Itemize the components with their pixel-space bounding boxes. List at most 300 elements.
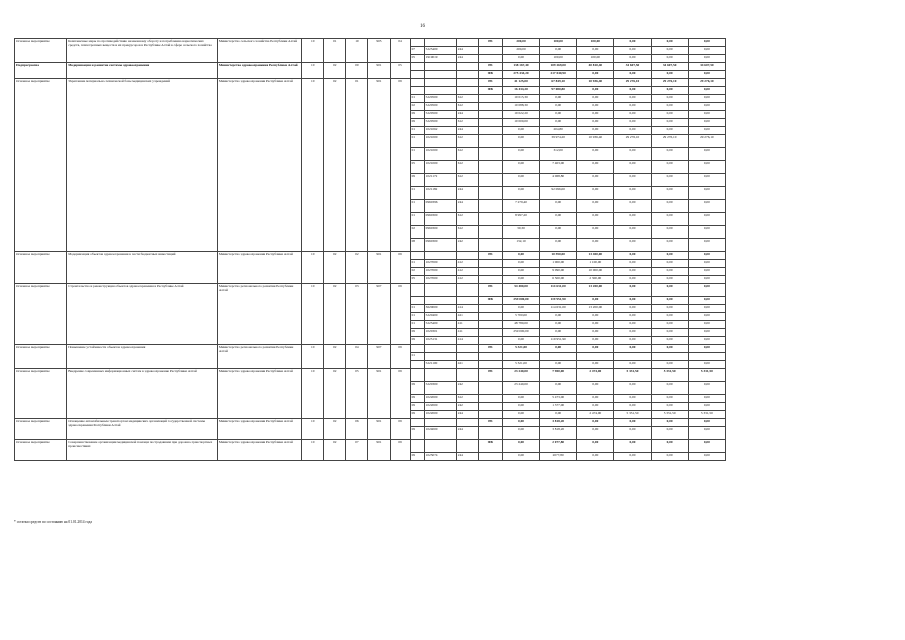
funding-source: [478, 111, 502, 119]
value-2015: 0,00: [577, 187, 614, 200]
row-type: Основное мероприятие: [15, 39, 67, 63]
funding-source: [478, 187, 502, 200]
value-2018: 0,00: [688, 148, 725, 161]
value-2013: 19 022,20: [502, 111, 539, 119]
code-a: 10: [302, 63, 324, 79]
value-2013: 0,00: [502, 260, 539, 268]
csr-code: 1025131: [424, 337, 456, 345]
value-2018: 29 276,10: [688, 135, 725, 148]
value-2015: 0,00: [577, 419, 614, 427]
value-2018: 0,00: [688, 239, 725, 252]
row-type: Основное мероприятие: [15, 284, 67, 345]
value-2018: 0,00: [688, 440, 725, 453]
row-type: Основное мероприятие: [15, 369, 67, 419]
value-2015: 0,00: [577, 313, 614, 321]
value-2016: 0,00: [614, 119, 651, 127]
value-2018: 0,00: [688, 71, 725, 79]
value-2015: 0,00: [577, 321, 614, 329]
value-2016: 5 331,50: [614, 411, 651, 419]
code-c: 05: [346, 369, 368, 419]
csr-code: 5220500: [424, 95, 456, 103]
code-d: 907: [368, 345, 390, 369]
value-2017: 29 276,10: [651, 79, 688, 87]
value-2018: 5 331,50: [688, 369, 725, 382]
row-name: Повышение устойчивости объектов здравоохранения: [67, 345, 218, 369]
csr-code: [424, 440, 456, 453]
sub-code: 01: [410, 148, 424, 161]
value-2017: 0,00: [651, 95, 688, 103]
value-2018: 0,00: [688, 337, 725, 345]
vr-code: 412: [456, 268, 478, 276]
funding-source: [478, 161, 502, 174]
sub-code: 09: [410, 329, 424, 337]
value-2013: 0,00: [502, 276, 539, 284]
value-2014: 2077,80: [540, 453, 577, 461]
sub-code: 01: [410, 313, 424, 321]
value-2016: 0,00: [614, 453, 651, 461]
code-b: 01: [324, 39, 346, 63]
sub-code: 05: [410, 276, 424, 284]
row-name: Внедрение современных информационных систем в здравоохранение Республики Алтай: [67, 369, 218, 419]
vr-code: 244: [456, 427, 478, 440]
table-row: [15, 79, 726, 87]
value-2013: 0,00: [502, 174, 539, 187]
value-2014: 0,00: [540, 361, 577, 369]
code-a: 10: [302, 345, 324, 369]
value-2014: 4 068,80: [540, 174, 577, 187]
value-2014: 0,00: [540, 119, 577, 127]
code-b: 02: [324, 284, 346, 345]
value-2017: 0,00: [651, 345, 688, 353]
value-2016: 0,00: [614, 127, 651, 135]
value-2013: 138 167,40: [502, 63, 539, 71]
vr-code: [456, 297, 478, 305]
sub-code: [410, 297, 424, 305]
code-d: 907: [368, 284, 390, 345]
value-2016: 0,00: [614, 87, 651, 95]
value-2013: 0,00: [502, 305, 539, 313]
value-2014: 92 096,00: [540, 187, 577, 200]
csr-code: [424, 252, 456, 260]
code-e: 09: [390, 440, 410, 461]
value-2017: 0,00: [651, 419, 688, 427]
code-b: 02: [324, 419, 346, 440]
code-b: 02: [324, 440, 346, 461]
value-2014: [540, 353, 577, 361]
value-2016: 0,00: [614, 213, 651, 226]
value-2013: 0,00: [502, 252, 539, 260]
row-type: Основное мероприятие: [15, 252, 67, 284]
sub-code: 08: [410, 239, 424, 252]
sub-code: 01: [410, 305, 424, 313]
value-2014: 7 900,00: [540, 369, 577, 382]
sub-code: 09: [410, 111, 424, 119]
value-2015: 0,00: [577, 71, 614, 79]
value-2017: 0,00: [651, 284, 688, 297]
value-2016: 0,00: [614, 95, 651, 103]
value-2013: 8 997,20: [502, 213, 539, 226]
sub-code: [410, 440, 424, 453]
code-a: 10: [302, 79, 324, 252]
value-2015: 40 810,40: [577, 63, 614, 71]
value-2014: 0,00: [540, 226, 577, 239]
value-2014: 97 080,80: [540, 87, 577, 95]
vr-code: [456, 440, 478, 453]
value-2018: 0,00: [688, 103, 725, 111]
value-2017: 5 331,50: [651, 369, 688, 382]
value-2018: 0,00: [688, 111, 725, 119]
value-2018: 0,00: [688, 453, 725, 461]
code-a: 10: [302, 440, 324, 461]
code-c: 07: [346, 440, 368, 461]
row-type: Основное мероприятие: [15, 345, 67, 369]
value-2015: 0,00: [577, 239, 614, 252]
row-type: Основное мероприятие: [15, 79, 67, 252]
value-2016: 0,00: [614, 276, 651, 284]
value-2014: 5 473,00: [540, 395, 577, 403]
vr-code: 612: [456, 95, 478, 103]
value-2016: 0,00: [614, 187, 651, 200]
csr-code: 1024000: [424, 427, 456, 440]
value-2017: 0,00: [651, 313, 688, 321]
value-2018: 0,00: [688, 119, 725, 127]
sub-code: 02: [410, 103, 424, 111]
vr-code: 244: [456, 453, 478, 461]
value-2014: 0,00: [540, 239, 577, 252]
funding-source: [478, 337, 502, 345]
value-2015: 0,00: [577, 297, 614, 305]
value-2016: 0,00: [614, 337, 651, 345]
value-2016: 0,00: [614, 239, 651, 252]
code-b: 02: [324, 79, 346, 252]
vr-code: [456, 252, 478, 260]
value-2016: 0,00: [614, 226, 651, 239]
value-2013: 0,00: [502, 187, 539, 200]
row-executor: Министерство сельского хозяйства Республики Алтай: [217, 39, 301, 63]
value-2017: 0,00: [651, 47, 688, 55]
value-2015: [577, 353, 614, 361]
funding-source: [478, 260, 502, 268]
table-row: [15, 419, 726, 427]
row-executor: Министерство здравоохранения Республики Алтай: [217, 440, 301, 461]
csr-code: 1027000: [424, 276, 456, 284]
row-name: Строительство и реконструкция объектов здравоохранения в Республике Алтай: [67, 284, 218, 345]
value-2016: 0,00: [614, 55, 651, 63]
value-2015: 0,00: [577, 87, 614, 95]
value-2018: 0,00: [688, 345, 725, 353]
code-c: 04: [346, 345, 368, 369]
value-2016: 0,00: [614, 268, 651, 276]
value-2018: 0,00: [688, 329, 725, 337]
value-2018: 0,00: [688, 174, 725, 187]
value-2017: 0,00: [651, 403, 688, 411]
csr-code: 1021000: [424, 148, 456, 161]
value-2013: 41 125,00: [502, 79, 539, 87]
table-row: [15, 63, 726, 71]
csr-code: 0960300: [424, 239, 456, 252]
csr-code: 1027000: [424, 260, 456, 268]
value-2018: 0,00: [688, 361, 725, 369]
value-2015: 100,00: [577, 39, 614, 47]
value-2018: 0,00: [688, 55, 725, 63]
value-2015: 0,00: [577, 329, 614, 337]
value-2018: 0,00: [688, 419, 725, 427]
value-2017: 0,00: [651, 395, 688, 403]
value-2018: 0,00: [688, 313, 725, 321]
value-2015: 0,00: [577, 119, 614, 127]
value-2016: 0,00: [614, 395, 651, 403]
value-2013: 0,00: [502, 395, 539, 403]
value-2015: 10 000,00: [577, 268, 614, 276]
code-c: 03: [346, 284, 368, 345]
value-2017: 0,00: [651, 427, 688, 440]
vr-code: 612: [456, 135, 478, 148]
value-2016: 0,00: [614, 297, 651, 305]
row-name: Комплексные меры по противодействию незаконному обороту и потреблению наркотических средств, психотропных веществ и их прекурсоров в Республике Алтай в сфере сельского хозяйства: [67, 39, 218, 63]
sub-code: 09: [410, 382, 424, 395]
value-2016: 0,00: [614, 419, 651, 427]
value-2016: 34 607,50: [614, 63, 651, 71]
sub-code: [410, 71, 424, 79]
row-name: Совершенствование организации медицинской помощи пострадавшим при дорожно-транспортных происшествиях: [67, 440, 218, 461]
funding-source: [478, 382, 502, 395]
value-2018: 0,00: [688, 187, 725, 200]
sub-code: 09: [410, 119, 424, 127]
value-2017: 0,00: [651, 440, 688, 453]
vr-code: 242: [456, 403, 478, 411]
table-row: [15, 284, 726, 297]
value-2016: 0,00: [614, 103, 651, 111]
csr-code: 5221100: [424, 361, 456, 369]
value-2015: 1 100,00: [577, 260, 614, 268]
value-2014: 0,00: [540, 103, 577, 111]
csr-code: 1021000: [424, 161, 456, 174]
value-2016: 0,00: [614, 174, 651, 187]
vr-code: [456, 284, 478, 297]
funding-source: ФБ: [478, 297, 502, 305]
vr-code: 412: [456, 260, 478, 268]
vr-code: [456, 369, 478, 382]
code-c: 01: [346, 79, 368, 252]
code-a: 10: [302, 39, 324, 63]
sub-code: 09: [410, 411, 424, 419]
value-2018: 29 276,10: [688, 79, 725, 87]
code-d: 901: [368, 63, 390, 79]
value-2018: 0,00: [688, 95, 725, 103]
value-2018: 0,00: [688, 382, 725, 395]
value-2017: 0,00: [651, 200, 688, 213]
csr-code: 5225400: [424, 321, 456, 329]
csr-code: [424, 369, 456, 382]
value-2013: 23 240,00: [502, 382, 539, 395]
value-2016: 0,00: [614, 111, 651, 119]
value-2014: 100,00: [540, 55, 577, 63]
code-e: 05: [390, 63, 410, 79]
value-2018: 0,00: [688, 268, 725, 276]
value-2018: 0,00: [688, 297, 725, 305]
value-2016: 29 276,10: [614, 135, 651, 148]
value-2013: 200,00: [502, 47, 539, 55]
sub-code: [410, 345, 424, 353]
value-2017: 0,00: [651, 213, 688, 226]
sub-code: 05: [410, 161, 424, 174]
funding-source: [478, 239, 502, 252]
funding-source: РБ: [478, 252, 502, 260]
value-2017: 0,00: [651, 187, 688, 200]
value-2015: 13 200,00: [577, 284, 614, 297]
value-2013: 0,00: [502, 403, 539, 411]
value-2014: 39 974,20: [540, 135, 577, 148]
value-2018: 0,00: [688, 161, 725, 174]
value-2014: 1 377,00: [540, 403, 577, 411]
csr-code: 1020301: [424, 329, 456, 337]
value-2013: 30,30: [502, 226, 539, 239]
value-2015: 0,00: [577, 47, 614, 55]
table-row: [15, 440, 726, 453]
value-2015: 0,00: [577, 453, 614, 461]
sub-code: 05: [410, 55, 424, 63]
value-2014: 1 000,00: [540, 260, 577, 268]
value-2014: 7 403,00: [540, 161, 577, 174]
vr-code: 612: [456, 226, 478, 239]
csr-code: 5220400: [424, 313, 456, 321]
value-2016: 0,00: [614, 71, 651, 79]
value-2017: 0,00: [651, 103, 688, 111]
value-2018: 0,00: [688, 252, 725, 260]
vr-code: [456, 63, 478, 71]
value-2017: 0,00: [651, 55, 688, 63]
value-2015: 0,00: [577, 345, 614, 353]
value-2015: 10 936,40: [577, 135, 614, 148]
vr-code: 244: [456, 200, 478, 213]
value-2016: 0,00: [614, 305, 651, 313]
table-row: [15, 252, 726, 260]
value-2018: [688, 353, 725, 361]
code-c: 02: [346, 252, 368, 284]
value-2017: 0,00: [651, 337, 688, 345]
vr-code: [456, 79, 478, 87]
value-2015: 0,00: [577, 174, 614, 187]
value-2014: 0,00: [540, 200, 577, 213]
funding-source: [478, 127, 502, 135]
value-2013: 10 015,30: [502, 95, 539, 103]
code-d: 901: [368, 79, 390, 252]
sub-code: 01: [410, 260, 424, 268]
value-2013: 0,00: [502, 161, 539, 174]
value-2014: 0,00: [540, 329, 577, 337]
value-2018: 0,00: [688, 47, 725, 55]
row-executor: Министерство здравоохранения Республики Алтай: [217, 252, 301, 284]
value-2018: 0,00: [688, 395, 725, 403]
funding-source: ФБ: [478, 71, 502, 79]
value-2013: 0,00: [502, 127, 539, 135]
funding-source: [478, 305, 502, 313]
vr-code: 414: [456, 337, 478, 345]
row-executor: Министерство здравоохранения Республики Алтай: [217, 79, 301, 252]
value-2017: 34 607,50: [651, 63, 688, 71]
table-row: [15, 369, 726, 382]
funding-source: [478, 174, 502, 187]
value-2016: 0,00: [614, 313, 651, 321]
sub-code: [410, 63, 424, 71]
value-2014: 3 818,20: [540, 419, 577, 427]
funding-source: [478, 353, 502, 361]
value-2016: 29 276,10: [614, 79, 651, 87]
value-2013: 0,00: [502, 411, 539, 419]
value-2014: 312,00: [540, 148, 577, 161]
code-d: 905: [368, 39, 390, 63]
value-2013: 23 240,00: [502, 369, 539, 382]
value-2013: 0,00: [502, 427, 539, 440]
sub-code: 07: [410, 47, 424, 55]
code-b: 02: [324, 345, 346, 369]
funding-source: РБ: [478, 369, 502, 382]
value-2015: 0,00: [577, 148, 614, 161]
funding-source: [478, 95, 502, 103]
value-2015: 0,00: [577, 161, 614, 174]
code-a: 10: [302, 419, 324, 440]
csr-code: 0960300: [424, 213, 456, 226]
code-b: 02: [324, 63, 346, 79]
value-2016: 0,00: [614, 329, 651, 337]
value-2016: 0,00: [614, 361, 651, 369]
value-2013: 0,00: [502, 453, 539, 461]
sub-code: [410, 361, 424, 369]
value-2015: 100,00: [577, 55, 614, 63]
value-2013: 16 434,20: [502, 87, 539, 95]
funding-source: РБ: [478, 419, 502, 427]
code-c: 10: [346, 39, 368, 63]
value-2016: 0,00: [614, 252, 651, 260]
funding-source: [478, 200, 502, 213]
row-name: Модернизация объектов здравоохранения в части бюджетных инвестиций: [67, 252, 218, 284]
value-2014: 100,00: [540, 39, 577, 47]
sub-code: 01: [410, 135, 424, 148]
row-executor: Министерство регионального развития Республики Алтай: [217, 345, 301, 369]
value-2017: 0,00: [651, 361, 688, 369]
sub-code: 01: [410, 127, 424, 135]
code-c: 06: [346, 419, 368, 440]
value-2014: 114 631,00: [540, 284, 577, 297]
code-e: 04: [390, 39, 410, 63]
value-2014: 0,00: [540, 345, 577, 353]
vr-code: 242: [456, 239, 478, 252]
value-2017: 0,00: [651, 71, 688, 79]
value-2017: 0,00: [651, 382, 688, 395]
value-2015: 0,00: [577, 382, 614, 395]
funding-source: [478, 148, 502, 161]
sub-code: 09: [410, 453, 424, 461]
row-executor: Министерство здравоохранения Республики Алтай: [217, 419, 301, 440]
value-2014: 3 818,20: [540, 427, 577, 440]
sub-code: 09: [410, 395, 424, 403]
csr-code: 1021182: [424, 187, 456, 200]
sub-code: 09: [410, 427, 424, 440]
value-2013: 10 088,30: [502, 103, 539, 111]
vr-code: 244: [456, 127, 478, 135]
code-e: 09: [390, 284, 410, 345]
value-2013: 259 000,00: [502, 329, 539, 337]
csr-code: 3620000: [424, 305, 456, 313]
value-2018: 0,00: [688, 284, 725, 297]
value-2018: 0,00: [688, 226, 725, 239]
value-2015: 0,00: [577, 95, 614, 103]
value-2018: 0,00: [688, 305, 725, 313]
value-2015: 0,00: [577, 440, 614, 453]
funding-source: [478, 395, 502, 403]
csr-code: [424, 71, 456, 79]
footnote: * остатки средств по состоянию на 01.01.2014 года: [14, 520, 92, 524]
